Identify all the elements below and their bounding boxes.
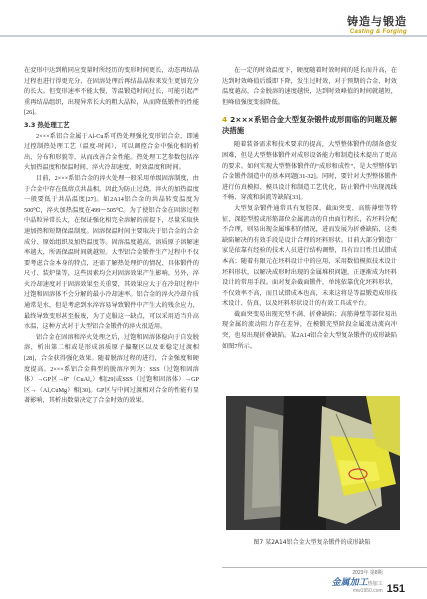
figure-forging-defect-image — [226, 396, 400, 530]
forging-defect-photo — [226, 396, 400, 530]
right-column — [222, 66, 397, 352]
section-title: 2×××系铝合金大型复杂锻件成形面临的问题及解决措施 — [222, 115, 397, 136]
page-footer — [332, 570, 405, 595]
right-paragraph-2: 随着装备需求和技术要求的提高，大型整体锻件的制备愈发困难，但是大型整体锻件对成形设备能力和制造技术提出了更高的要求。如何实现大型整体锻件的“成形和成性”，是大型整体铝合金锻件制造中的基本问题[31-32]。同时，要针对大型整体锻件进行仿真模拟、模具设计和制造工艺优化，防止锻件中出现流线不畅、穿流和涡流等缺陷[33]。 — [222, 141, 397, 202]
left-paragraph-1: 在変形中达到稍同应变量时所经历的变形时间更长，动态再结晶过程也进行得更充分，在固溶处理后再结晶晶粒来发生更加充分的长大。但变形速率不能太慢，等温锻造时间过长，可能引起严重再结晶组织，出现异常长大的粗大晶粒，从而降低锻件的性能[26]。 — [24, 67, 199, 117]
left-column — [24, 66, 199, 407]
left-paragraph-3: 目前，2×××系铝合金的淬火处理一般采用单级固溶制度，由于合金中存在低熔点共晶相，因此为防止过烧，淬火的加热温度一般要低于共晶温度[27]。如2A14铝合金的共晶转变温度为500℃，淬火加热温度在499～505℃。为了使铝合金在固溶过程中晶粒异常长大，在保证强化相完全溶解的前提下，尽量采取快速加热和短期保温制度。固溶保温时间主要取决于铝合金的合金成分、原始组织及加热温度等。固溶温度越高，溶质原子溶解速率越大，所需保温时间就越短。大型铝合金锻件生产过程中不仅要考虑合金本身的特点，还需了解热处理炉的情况、具体锻件的尺寸、装炉量等，这些因素均会对固溶效果产生影响。另外，淬火冷却速度对于固溶效果至关重要，其效果应大于在冷却过程中过饱和固溶体不会分解的最小冷却速率。铝合金的淬火冷却介质通常是水，但是考虑到水淬容易导致锻件中产生大的残余应力，最终导致变形甚至报废，为了克服这一缺点，可以采用适当升高水温，这种方式对于大型铝合金锻件的淬火很适用。 — [24, 174, 199, 331]
journal-name: 金属加工 — [331, 577, 368, 587]
page-number: 151 — [386, 583, 405, 595]
journal-subname: 热加工 — [367, 581, 383, 587]
figure-caption: 图7 某2A14铝合金大型复杂锻件的成形缺陷 — [253, 539, 371, 546]
section-number: 4 — [222, 115, 228, 125]
left-paragraph-4: 铝合金在固溶和淬火处理之后，过饱和固溶体稳向于自发脱溶，析出第二相或是形成溶质原子偏聚区以及亚稳定过渡相[28]，合金获得强化效果。随着脱溶过程的进行，合金强度和硬度提高。2×××系铝合金典型的脱溶序列为：SSS（过饱和固溶体）→GP区→θ″（CuAl₂）相[29]或SSS（过饱和固溶体）→GP区→（Al₂CuMg）相[30]。GP区与中间过渡相对合金的性能有显著影响，其析出数量决定了合金时效的效果。 — [24, 333, 199, 405]
footer-rule — [222, 567, 427, 568]
right-paragraph-1: 在一定的时效温度下，硬度随着时效时间的延长而升高，在达到时效峰值后缓即下降，发生过时效，对于预期的合金，时效温度越高，合金脱溶的速度越快，达到时效峰值的时间就越短，但峰值强度变弱降低。 — [222, 67, 397, 106]
section-heading-4 — [222, 114, 397, 136]
subsection-heading-3-3: 3.3 热处理工艺 — [24, 120, 70, 129]
journal-website: mw1950.com — [352, 588, 383, 594]
issue-label: 2023年 第8期 — [352, 570, 383, 576]
brand-chinese: 铸造与锻造 — [347, 15, 407, 28]
journal-header-brand — [347, 13, 407, 35]
left-paragraph-2: 2×××系铝合金属于Al-Cu系可热处理强化变形铝合金，即通过控制热处理工艺（温度-时间），可以调控合金中强化相的析出、分布和形貌等，从而改善合金性能。热处理工艺参数包括淬火加热温度和保温时间、淬火冷却速度、时效温度和时间。 — [24, 132, 199, 172]
header-rule — [0, 35, 427, 37]
right-paragraph-4: 截面突变易出现充型不满、折叠缺陷；高筋薄壁等部位易出现金属的流动阻力存在差异，在模锻充型阶段金属流动流向冲突，也易出现折叠缺陷。某2A14铝合金大型复杂锻件的成形缺陷如图7所示。 — [222, 310, 397, 350]
brand-english: Casting & Forging — [349, 29, 407, 35]
right-paragraph-3: 大型复杂锻件通常具有复腔深、截面突变、高筋薄壁等特征，深腔型腔或形筋部位金属流动的自由面行程长，若坯料分配不合理，则易出现金属堆积的情况，进而发展为折叠缺陷，这类缺陷解决的有效手段是设计合理的坯料形状。目前大部分锻造厂家是依靠有经验的技术人员进行结构调整，具有盲目性且试错成本高；随着有限元在坯料设计中的应用，采用数值模拟技术设计坯料形状，以解决成形时出现的金属堆积问题，正逐渐成为坯料设计的常用手段。面对复杂截面锻件，单纯依靠优化坯料形状，不仅效率不高，而且试错成本也高，未来这将是等温锻造成形技术设计、仿真、以及坯料形状设计的有效工具或平台。 — [222, 204, 397, 308]
